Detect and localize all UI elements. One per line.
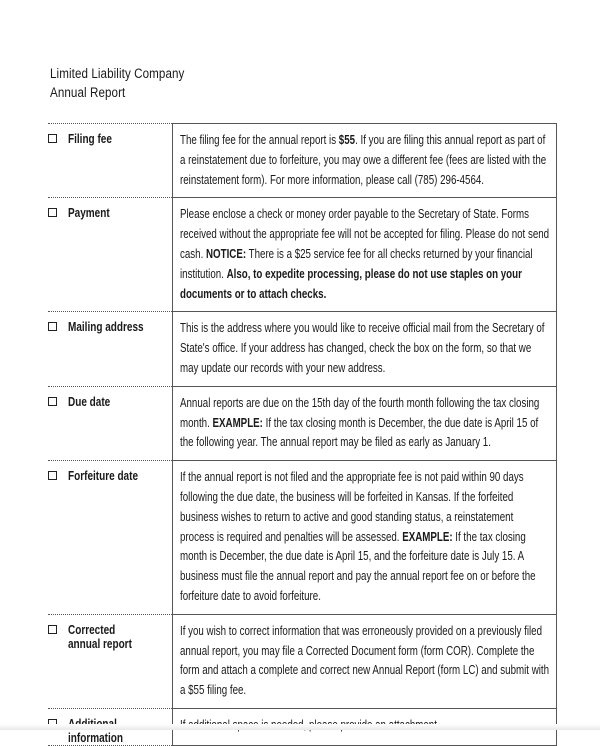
body-text: Annual reports are due on the 15th day of the fourth month following the tax closing month. [179, 395, 539, 430]
title-line-2: Annual Report [50, 85, 126, 100]
item-label: Payment [68, 206, 110, 221]
body-text: If the annual report is not filed and the appropriate fee is not paid within 90 days following the due date, the business will be forfeited in Kansas. If the forfeited business wishes to return to active and good standing status, a reinstatement process is required and penalties will be assessed. [179, 470, 524, 544]
item-label-cell [48, 386, 172, 460]
item-description-cell [172, 312, 556, 386]
emphasis-text: Also, to expedite processing, please do not use staples on your documents or to attach checks. [179, 266, 522, 301]
item-label-cell [48, 312, 172, 386]
table-row [48, 312, 556, 386]
body-text: Please enclose a check or money order payable to the Secretary of State. Forms received without the appropriate fee will not be accepted for filing. Please do not send cash. [179, 207, 549, 261]
item-description [180, 205, 549, 304]
body-text: This is the address where you would like to receive official mail from the Secretary of State's office. If your address has changed, check the box on the form, so that we may update our records with your new address. [179, 321, 545, 375]
checkbox-icon [48, 397, 57, 406]
emphasis-text: EXAMPLE: [212, 415, 263, 430]
item-description-cell [172, 461, 556, 615]
item-label-cell [48, 461, 172, 615]
body-text: The filing fee for the annual report is [179, 133, 339, 147]
item-description-cell [172, 198, 556, 312]
item-label: Forfeiture date [68, 469, 139, 484]
item-label-cell [48, 124, 172, 198]
checkbox-icon [48, 322, 57, 331]
item-label: Due date [68, 394, 111, 409]
item-label-cell [48, 198, 172, 312]
item-description [180, 622, 549, 701]
item-description-cell [172, 386, 556, 460]
body-text: If the tax closing month is December, the due date is April 15, and the forfeiture date is July 15. A business must file the annual report and pay the annual report fee on or before the forfeiture date to avoid forfeiture. [179, 529, 536, 603]
title-line-1: Limited Liability Company [50, 66, 185, 81]
table-row [48, 124, 556, 198]
page-edge-shadow [0, 724, 600, 730]
item-label: Mailing address [68, 320, 144, 335]
item-description [180, 131, 549, 190]
item-description [180, 319, 549, 378]
item-description-cell [172, 614, 556, 708]
emphasis-text: $55 [338, 133, 355, 147]
item-label: Corrected annual report [68, 622, 132, 651]
table-row [48, 461, 556, 615]
table-row [48, 614, 556, 708]
item-label: information [68, 730, 123, 745]
item-description-cell [172, 124, 556, 198]
item-description [180, 394, 549, 453]
item-label: Filing fee [68, 132, 112, 146]
item-description [180, 468, 549, 607]
table-row [48, 198, 556, 312]
requirements-table [48, 123, 557, 746]
document-title [50, 64, 184, 102]
emphasis-text: NOTICE: [205, 246, 246, 261]
table-row [48, 386, 556, 460]
body-text: If the tax closing month is December, the due date is April 15 of the following year. The annual report may be filed as early as January 1. [179, 415, 538, 450]
body-text: . If you are filing this annual report as part of a reinstatement due to forfeiture, you may owe a different fee (fees are listed with the reinstatement form). For more information, please call (785) 296-4564. [179, 133, 546, 187]
body-text: If you wish to correct information that was erroneously provided on a previously filed annual report, you may file a Corrected Document form (form COR). Complete the form and attach a complete and correct new Annual Report (form LC) and submit with a $55 filing fee. [179, 623, 549, 698]
checkbox-icon [48, 625, 57, 634]
item-label-cell [48, 614, 172, 708]
emphasis-text: EXAMPLE: [401, 529, 453, 544]
checkbox-icon [48, 208, 57, 217]
checkbox-icon [48, 471, 57, 480]
checkbox-icon [48, 134, 57, 143]
body-text: There is a $25 service fee for all checks returned by your financial institution. [179, 246, 533, 281]
